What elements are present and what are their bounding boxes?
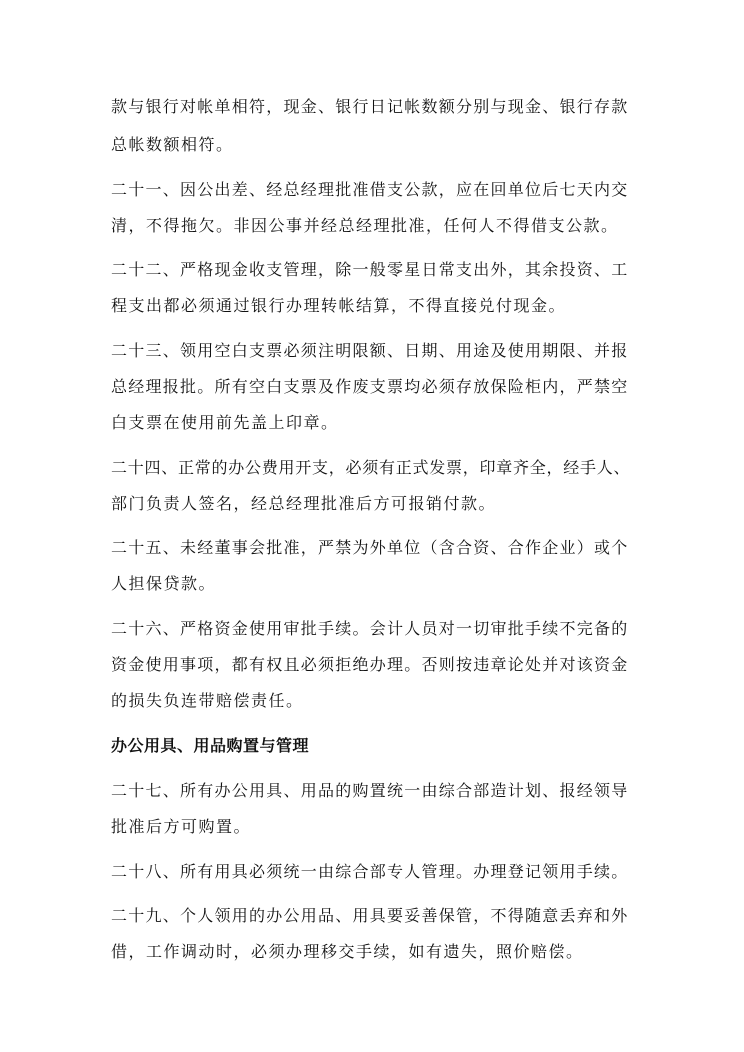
- text-line-12: 二十五、未经董事会批准，严禁为外单位（含合资、合作企业）或个: [111, 538, 629, 557]
- text-line-18: 批准后方可购置。: [111, 817, 252, 836]
- text-line-14: 二十六、严格资金使用审批手续。会计人员对一切审批手续不完备的: [111, 619, 629, 638]
- text-line-17: 二十七、所有办公用具、用品的购置统一由综合部造计划、报经领导: [111, 781, 629, 800]
- text-line-19: 二十八、所有用具必须统一由综合部专人管理。办理登记领用手续。: [111, 862, 629, 881]
- section-heading: 办公用具、用品购置与管理: [111, 736, 310, 755]
- text-line-15: 资金使用事项，都有权且必须拒绝办理。否则按违章论处并对该资金: [111, 655, 629, 674]
- text-line-6: 程支出都必须通过银行办理转帐结算，不得直接兑付现金。: [111, 296, 567, 315]
- text-line-4: 清，不得拖欠。非因公事并经总经理批准，任何人不得借支公款。: [111, 216, 619, 235]
- text-line-20: 二十九、个人领用的办公用品、用具要妥善保管，不得随意丢弃和外: [111, 906, 629, 925]
- text-line-11: 部门负责人签名，经总经理批准后方可报销付款。: [111, 494, 497, 513]
- text-line-8: 总经理报批。所有空白支票及作废支票均必须存放保险柜内，严禁空: [111, 377, 629, 396]
- text-line-16: 的损失负连带赔偿责任。: [111, 691, 304, 710]
- text-line-2: 总帐数额相符。: [111, 135, 234, 154]
- text-line-13: 人担保贷款。: [111, 574, 217, 593]
- text-line-5: 二十二、严格现金收支管理，除一般零星日常支出外，其余投资、工: [111, 260, 629, 279]
- text-line-1: 款与银行对帐单相符，现金、银行日记帐数额分别与现金、银行存款: [111, 97, 629, 116]
- text-line-3: 二十一、因公出差、经总经理批准借支公款，应在回单位后七天内交: [111, 180, 629, 199]
- text-line-9: 白支票在使用前先盖上印章。: [111, 413, 339, 432]
- text-line-10: 二十四、正常的办公费用开支，必须有正式发票，印章齐全，经手人、: [111, 458, 631, 477]
- text-line-21: 借，工作调动时，必须办理移交手续，如有遗失，照价赔偿。: [111, 942, 584, 961]
- text-line-7: 二十三、领用空白支票必须注明限额、日期、用途及使用期限、并报: [111, 341, 629, 360]
